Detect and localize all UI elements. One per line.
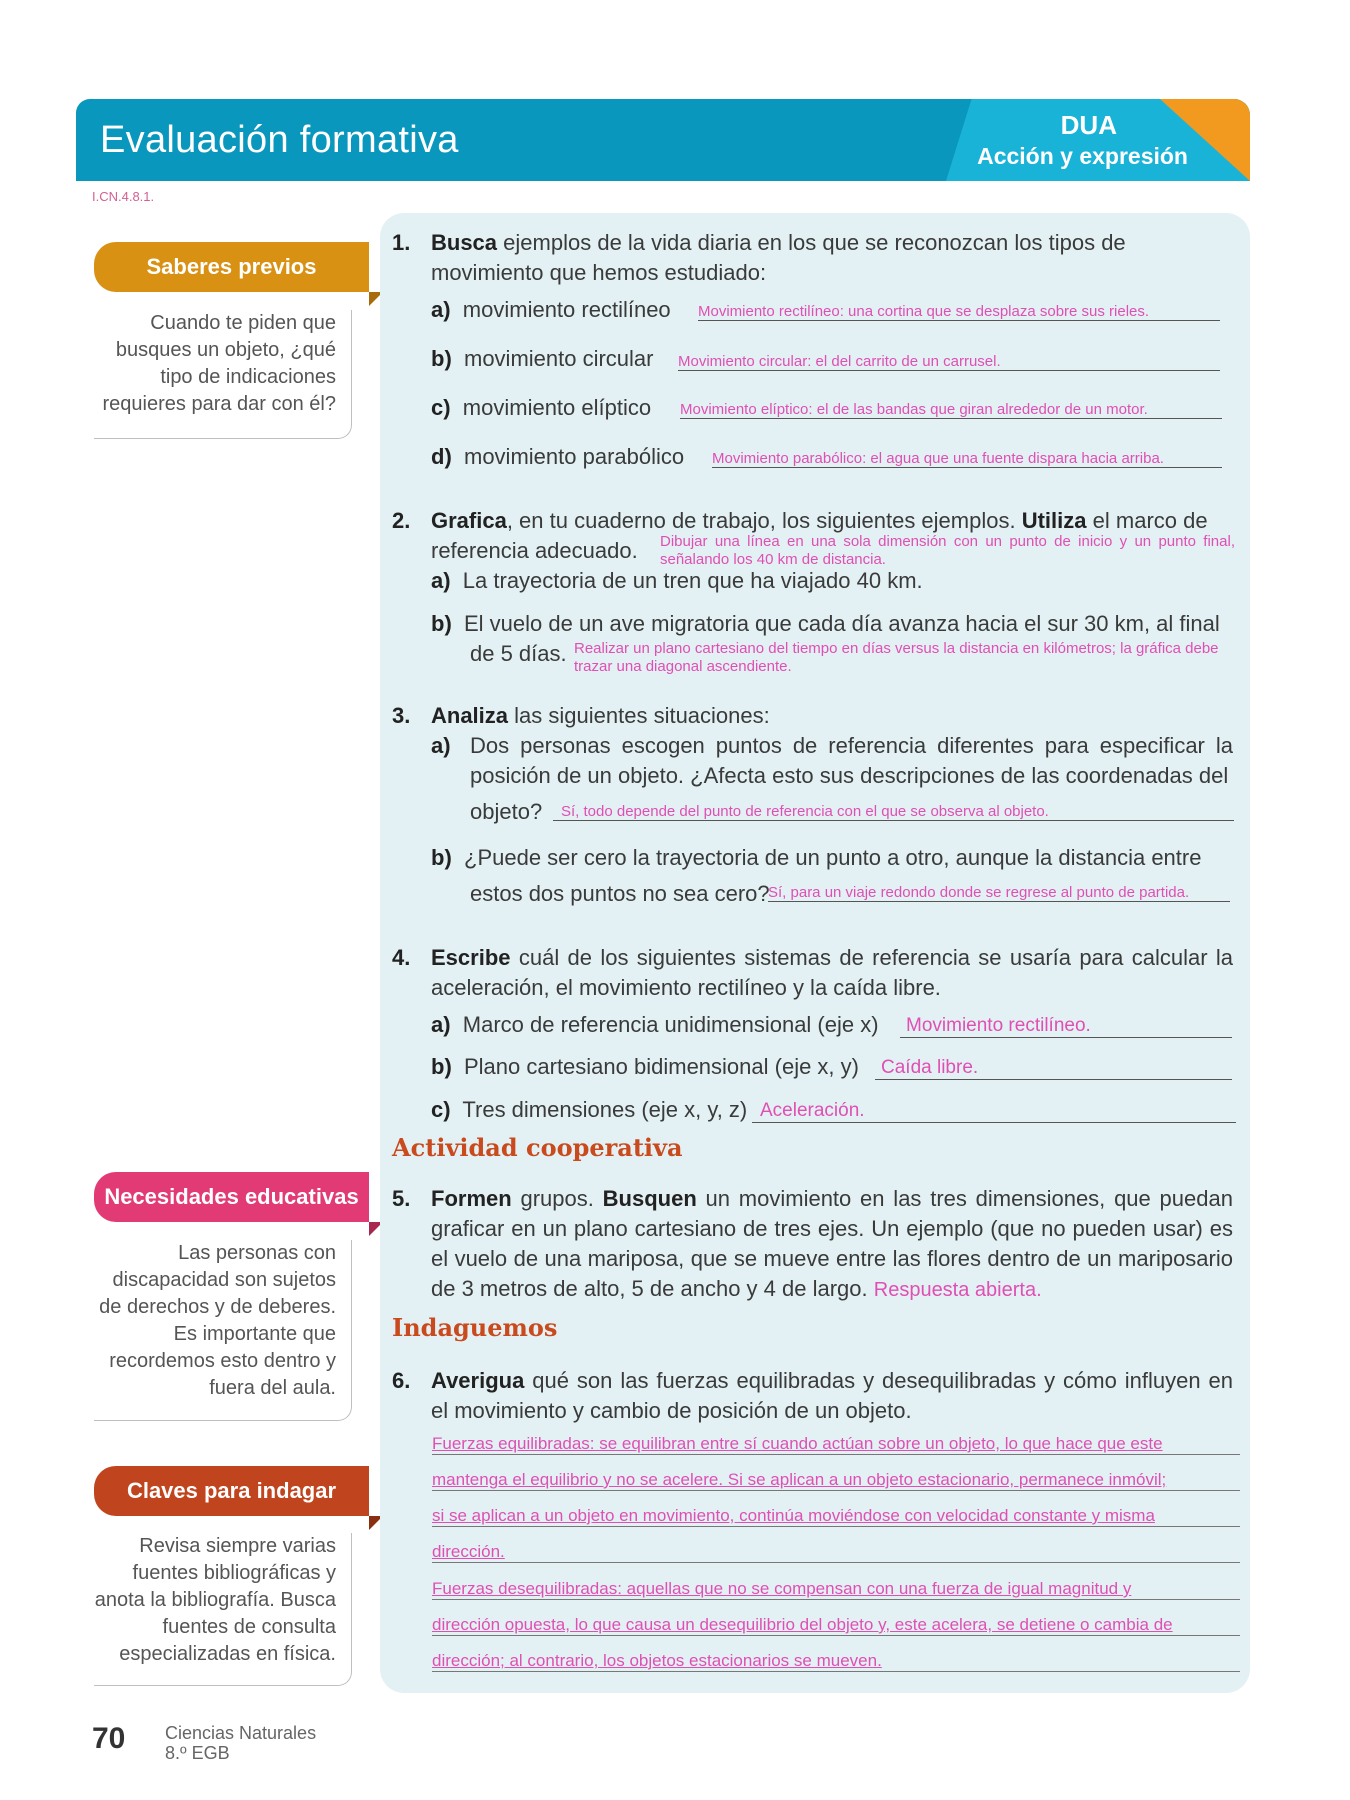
- necesidades-title: Necesidades educativas: [104, 1184, 359, 1209]
- necesidades-header: [94, 1172, 369, 1222]
- q5-answer: Respuesta abierta.: [873, 1279, 1042, 1301]
- q2-item-a: a) La trayectoria de un tren que ha viajado 40 km.: [431, 568, 923, 593]
- q3-item-b-cont: estos dos puntos no sea cero?: [470, 881, 770, 906]
- q4-number: 4.: [392, 945, 411, 970]
- saberes-header: [94, 242, 369, 292]
- q1-answer-a: Movimiento rectilíneo: una cortina que se desplaza sobre sus rieles.: [698, 303, 1220, 321]
- q3-answer-b: Sí, para un viaje redondo donde se regrese al punto de partida.: [768, 884, 1230, 902]
- dua-subtitle: Acción y expresión: [977, 143, 1188, 169]
- q2-note-a: Dibujar una línea en una sola dimensión con un punto de inicio y un punto final, señalando los 40 km de distancia.: [660, 533, 1235, 568]
- q2-statement-cont: referencia adecuado.: [431, 538, 638, 563]
- q3-item-a-cont: objeto?: [470, 799, 543, 824]
- q6-answer-line: dirección.: [432, 1542, 1240, 1563]
- necesidades-box: [94, 1240, 352, 1421]
- q1-verb: Busca: [431, 230, 498, 255]
- q3-number: 3.: [392, 703, 411, 728]
- q4-statement: Escribe cuál de los siguientes sistemas de referencia se usaría para calcular la aceleración, el movimiento rectilíneo y la caída libre.: [431, 945, 1233, 1000]
- q4-answer-b: Caída libre.: [875, 1057, 1232, 1080]
- q6-answer-line: Fuerzas desequilibradas: aquellas que no se compensan con una fuerza de igual magnitud y: [432, 1579, 1240, 1600]
- q4-item-a: a) Marco de referencia unidimensional (eje x): [431, 1012, 879, 1037]
- page-title: Evaluación formativa: [100, 119, 459, 161]
- q1-item-c: c) movimiento elíptico: [431, 395, 652, 420]
- q1-item-b: b) movimiento circular: [431, 346, 654, 371]
- q6-answer-line: Fuerzas equilibradas: se equilibran entre sí cuando actúan sobre un objeto, lo que hace que este: [432, 1434, 1240, 1455]
- header-banner: [76, 99, 1250, 181]
- claves-text: Revisa siempre varias fuentes bibliográficas y anota la bibliografía. Busca fuentes de consulta especializadas en física.: [94, 1535, 336, 1665]
- q4-answer-a: Movimiento rectilíneo.: [900, 1015, 1232, 1038]
- page-number: 70: [92, 1722, 126, 1755]
- q6-answer-line: si se aplican a un objeto en movimiento, continúa moviéndose con velocidad constante y misma: [432, 1506, 1240, 1527]
- indag-heading: Indaguemos: [392, 1313, 558, 1342]
- q2-number: 2.: [392, 508, 411, 533]
- claves-title: Claves para indagar: [126, 1478, 337, 1503]
- q3-item-a: a) Dos personas escogen puntos de referencia diferentes para especificar la posición de un objeto. ¿Afecta esto sus descripciones de las coordenadas del: [431, 733, 1233, 788]
- q1-text: ejemplos de la vida diaria en los que se reconozcan los tipos de movimiento que hemos estudiado:: [431, 230, 1126, 285]
- coop-heading: Actividad cooperativa: [392, 1133, 683, 1162]
- q6-number: 6.: [392, 1368, 411, 1393]
- necesidades-text: Las personas con discapacidad son sujetos de derechos y de deberes. Es importante que recordemos esto dentro y fuera del aula.: [99, 1242, 336, 1399]
- q6-answer-line: dirección opuesta, lo que causa un desequilibrio del objeto y, este acelera, se detiene o cambia de: [432, 1615, 1240, 1636]
- q1-item-a: a) movimiento rectilíneo: [431, 297, 671, 322]
- q2-note-b: Realizar un plano cartesiano del tiempo en días versus la distancia en kilómetros; la gráfica debe trazar una diagonal ascendiente.: [574, 640, 1219, 675]
- q3-statement: Analiza las siguientes situaciones:: [431, 703, 770, 728]
- q1-answer-c: Movimiento elíptico: el de las bandas que giran alrededor de un motor.: [680, 401, 1222, 419]
- q4-answer-c: Aceleración.: [752, 1100, 1236, 1123]
- saberes-box: [94, 310, 352, 439]
- q5-number: 5.: [392, 1186, 411, 1211]
- q1-answer-d: Movimiento parabólico: el agua que una fuente dispara hacia arriba.: [712, 450, 1222, 468]
- saberes-text: Cuando te piden que busques un objeto, ¿qué tipo de indicaciones requieres para dar con él?: [102, 312, 336, 415]
- q1-number: 1.: [392, 230, 411, 255]
- q1-statement: [431, 228, 1233, 288]
- claves-header: [94, 1466, 369, 1516]
- q4-item-b: b) Plano cartesiano bidimensional (eje x, y): [431, 1054, 859, 1079]
- q6-answer-line: mantenga el equilibrio y no se acelere. Si se aplican a un objeto estacionario, permanece inmóvil;: [432, 1470, 1240, 1491]
- q3-item-b: b) ¿Puede ser cero la trayectoria de un punto a otro, aunque la distancia entre: [431, 845, 1202, 870]
- footer-subject: Ciencias Naturales 8.º EGB: [165, 1723, 317, 1763]
- q3-answer-a: Sí, todo depende del punto de referencia con el que se observa al objeto.: [553, 803, 1234, 821]
- q2-statement: Grafica, en tu cuaderno de trabajo, los siguientes ejemplos. Utiliza el marco de: [431, 508, 1208, 533]
- q5-statement: Formen grupos. Busquen un movimiento en las tres dimensiones, que puedan graficar en un plano cartesiano de tres ejes. Un ejemplo (que no pueden usar) es el vuelo de una mariposa, que se mueve entre las flores dentro de un mariposario de 3 metros de alto, 5 de ancho y 4 de largo. Respuesta abierta.: [431, 1186, 1233, 1301]
- q4-item-c: c) Tres dimensiones (eje x, y, z): [431, 1097, 748, 1122]
- q1-item-d: d) movimiento parabólico: [431, 444, 685, 469]
- claves-box: [94, 1533, 352, 1686]
- q2-item-b-cont: de 5 días.: [470, 641, 567, 666]
- q2-item-b: b) El vuelo de un ave migratoria que cada día avanza hacia el sur 30 km, al final: [431, 611, 1220, 636]
- q6-answer-line: dirección; al contrario, los objetos estacionarios se mueven.: [432, 1651, 1240, 1672]
- q1-answer-b: Movimiento circular: el del carrito de un carrusel.: [678, 353, 1220, 371]
- indicator-code: I.CN.4.8.1.: [92, 189, 155, 204]
- saberes-title: Saberes previos: [146, 254, 317, 279]
- q6-statement: Averigua qué son las fuerzas equilibradas y desequilibradas y cómo influyen en el movimiento y cambio de posición de un objeto.: [431, 1368, 1233, 1423]
- dua-label: DUA: [1060, 110, 1117, 140]
